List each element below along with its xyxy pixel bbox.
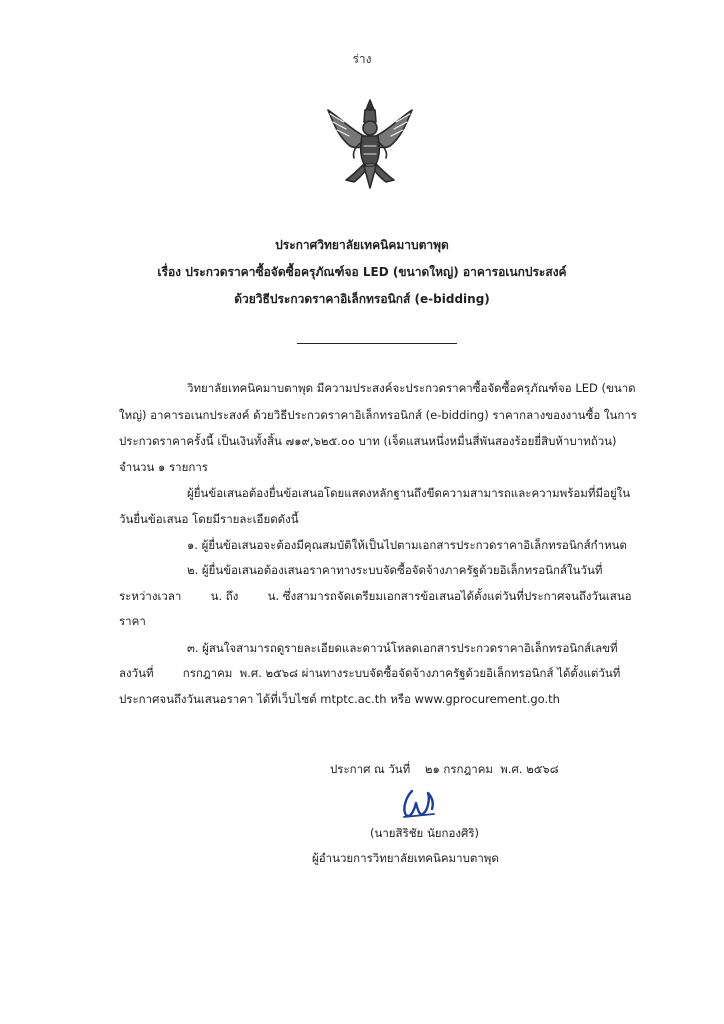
intro-line-4: จำนวน ๑ รายการ [119,460,208,474]
item-2-line-2: ระหว่างเวลา น. ถึง น. ซึ่งสามารถจัดเตรียมเอกสารข้อเสนอได้ตั้งแต่วันที่ประกาศจนถึงวันเสนอ [119,589,632,603]
qualification-line-2: วันยื่นข้อเสนอ โดยมีรายละเอียดดังนี้ [119,512,299,526]
signer-name: (นายสิริชัย นัยกองศิริ) [370,826,479,840]
intro-line-2: ใหญ่) อาคารอเนกประสงค์ ด้วยวิธีประกวดราคาอิเล็กทรอนิกส์ (e-bidding) ราคากลางของงานซื้อ ในการ [119,408,637,422]
signature-mark-icon [398,787,438,821]
qualification-line-1: ผู้ยื่นข้อเสนอต้องยื่นข้อเสนอโดยแสดงหลักฐานถึงขีดความสามารถและความพร้อมที่มีอยู่ใน [187,486,631,500]
title-line-2: เรื่อง ประกวดราคาซื้อจัดซื้อครุภัณฑ์จอ LED (ขนาดใหญ่) อาคารอเนกประสงค์ [157,265,567,279]
title-line-3: ด้วยวิธีประกวดราคาอิเล็กทรอนิกส์ (e-bidding) [234,292,490,306]
title-divider [297,343,457,344]
title-line-1: ประกาศวิทยาลัยเทคนิคมาบตาพุด [275,238,449,252]
intro-line-3: ประกวดราคาครั้งนี้ เป็นเงินทั้งสิ้น ๗๑๙,๖๒๕.๐๐ บาท (เจ็ดแสนหนึ่งหมื่นสี่พันสองร้อยยี่สิบห้าบาทถ้วน) [119,434,617,448]
item-1: ๑. ผู้ยื่นข้อเสนอจะต้องมีคุณสมบัติให้เป็นไปตามเอกสารประกวดราคาอิเล็กทรอนิกส์กำหนด [187,538,627,552]
item-3-line-3: ประกาศจนถึงวันเสนอราคา ได้ที่เว็บไซต์ mtptc.ac.th หรือ www.gprocurement.go.th [119,692,560,706]
announcement-date: ประกาศ ณ วันที่ ๒๑ กรกฎาคม พ.ศ. ๒๕๖๘ [330,762,559,776]
intro-line-1: วิทยาลัยเทคนิคมาบตาพุด มีความประสงค์จะประกวดราคาซื้อจัดซื้อครุภัณฑ์จอ LED (ขนาด [187,381,636,395]
item-2-line-1: ๒. ผู้ยื่นข้อเสนอต้องเสนอราคาทางระบบจัดซื้อจัดจ้างภาครัฐด้วยอิเล็กทรอนิกส์ในวันที่ [187,563,603,577]
draft-label: ร่าง [352,52,372,66]
item-2-line-3: ราคา [119,614,146,628]
garuda-emblem-icon [324,96,416,192]
signer-position: ผู้อำนวยการวิทยาลัยเทคนิคมาบตาพุด [312,851,499,865]
item-3-line-2: ลงวันที่ กรกฎาคม พ.ศ. ๒๕๖๘ ผ่านทางระบบจัดซื้อจัดจ้างภาครัฐด้วยอิเล็กทรอนิกส์ ได้ตั้งแต่วันที่ [119,666,621,680]
item-3-line-1: ๓. ผู้สนใจสามารถดูรายละเอียดและดาวน์โหลดเอกสารประกวดราคาอิเล็กทรอนิกส์เลขที่ [187,641,618,655]
